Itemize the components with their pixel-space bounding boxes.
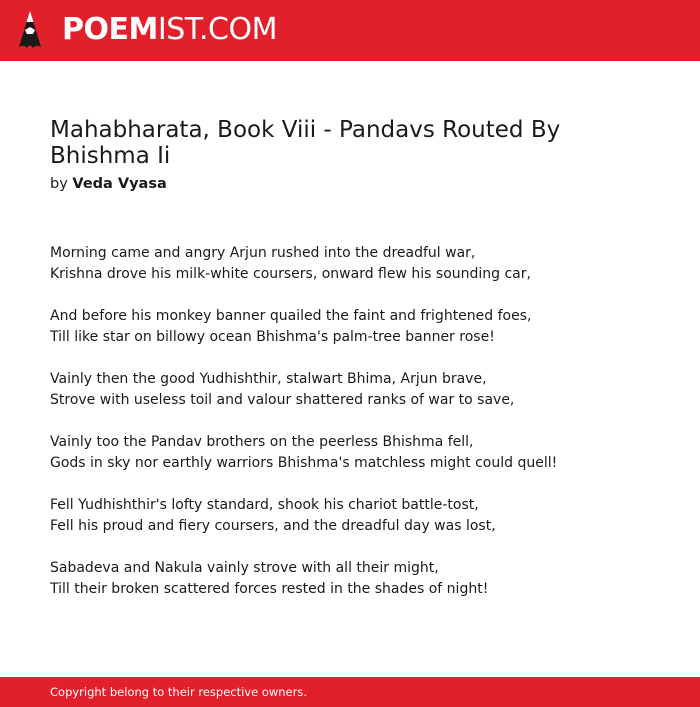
poem-title: Mahabharata, Book Viii - Pandavs Routed By Bhishma Ii	[50, 117, 561, 169]
stanza	[50, 369, 670, 411]
poem-line: Gods in sky nor earthly warriors Bhishma's matchless might could quell!	[50, 455, 558, 471]
logo-light-text: IST.COM	[157, 12, 277, 47]
poem-line: Fell his proud and fiery coursers, and the dreadful day was lost,	[50, 518, 496, 534]
poem-line: Vainly too the Pandav brothers on the peerless Bhishma fell,	[50, 434, 474, 450]
poem-line: Till their broken scattered forces rested in the shades of night!	[50, 581, 489, 597]
poem-line: Vainly then the good Yudhishthir, stalwart Bhima, Arjun brave,	[50, 371, 487, 387]
poem-line: And before his monkey banner quailed the faint and frightened foes,	[50, 308, 532, 324]
poem-line: Strove with useless toil and valour shattered ranks of war to save,	[50, 392, 515, 408]
poem-line: Till like star on billowy ocean Bhishma's palm-tree banner rose!	[50, 329, 495, 345]
stanza	[50, 495, 670, 537]
copyright-text: Copyright belong to their respective owners.	[50, 685, 308, 699]
poem-line: Krishna drove his milk-white coursers, onward flew his sounding car,	[50, 266, 531, 282]
pencil-tip-icon[interactable]	[18, 10, 42, 50]
stanza	[50, 558, 670, 600]
logo-strong-text: POEM	[62, 12, 158, 47]
stanza	[50, 243, 670, 285]
by-label: by	[50, 176, 68, 192]
poem-line: Fell Yudhishthir's lofty standard, shook his chariot battle-tost,	[50, 497, 479, 513]
poem-line: Sabadeva and Nakula vainly strove with all their might,	[50, 560, 439, 576]
stanza	[50, 306, 670, 348]
site-footer	[0, 677, 700, 707]
site-header	[0, 0, 700, 61]
site-logo[interactable]	[62, 10, 277, 50]
stanza	[50, 432, 670, 474]
poem-body	[50, 243, 670, 621]
byline	[50, 174, 167, 194]
author-name: Veda Vyasa	[72, 176, 167, 192]
poem-line: Morning came and angry Arjun rushed into the dreadful war,	[50, 245, 476, 261]
